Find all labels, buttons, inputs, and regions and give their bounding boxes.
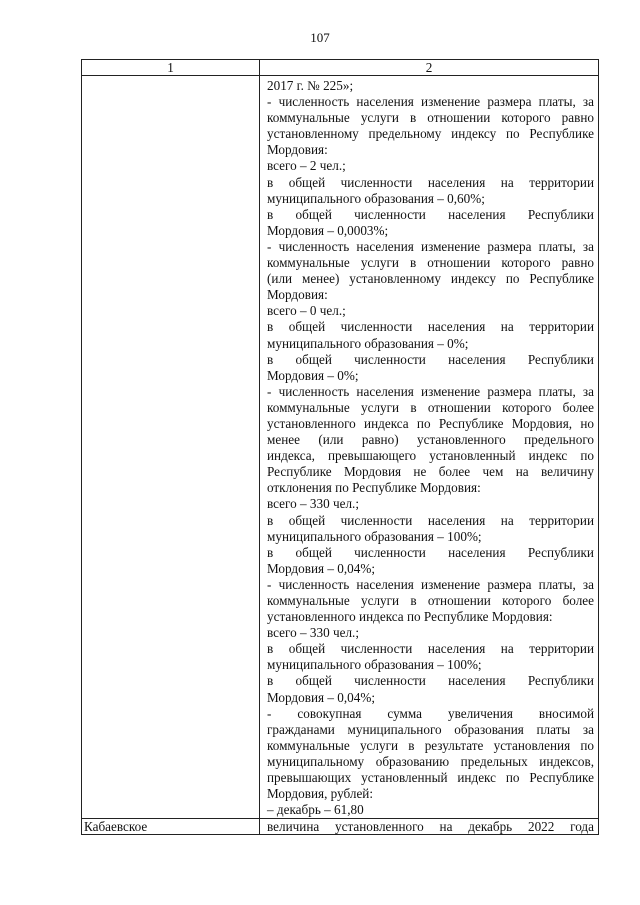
text-line: в общей численности населения на территории (267, 641, 594, 657)
column-header-2: 2 (260, 60, 599, 76)
text-line: – декабрь – 61,80 (267, 802, 364, 818)
text-line: муниципальному образованию предельных индексов, (267, 753, 594, 769)
text-line: в общей численности населения Республики (267, 673, 594, 689)
text-line: коммунальные услуги в отношении которого равно (267, 255, 594, 271)
text-line: коммунальные услуги в отношении которого более (267, 399, 594, 415)
text-line: Республике Мордовия не более чем на величину (267, 464, 594, 480)
text-line: - численность населения изменение размера платы, за (267, 576, 594, 592)
text-line: в общей численности населения Республики (267, 351, 594, 367)
text-line: установленного индекса по Республике Мордовия: (267, 609, 553, 625)
table-row-kabaevskoe (82, 819, 599, 835)
text-line: (или менее) установленному индексу по Республике (267, 271, 594, 287)
text-line: в общей численности населения Республики (267, 544, 594, 560)
text-line: коммунальные услуги в результате установления по (267, 737, 594, 753)
text-line: в общей численности населения Республики (267, 206, 594, 222)
text-line: - численность населения изменение размера платы, за (267, 238, 594, 254)
text-line: установленному предельному индексу по Республике (267, 126, 594, 142)
text-line: Мордовия – 0,04%; (267, 560, 375, 576)
table-row-continuation (82, 76, 599, 819)
text-line: Мордовия – 0%; (267, 367, 359, 383)
text-line: всего – 0 чел.; (267, 303, 346, 319)
page-number: 107 (310, 30, 330, 45)
municipality-cell-empty (82, 76, 260, 819)
table-header-row (82, 60, 599, 76)
municipality-cell: Кабаевское (82, 819, 260, 835)
text-line: установленного индекса по Республике Мордовия, но (267, 415, 594, 431)
text-line: - численность населения изменение размера платы, за (267, 94, 594, 110)
text-line: Мордовия, рублей: (267, 786, 374, 802)
text-line: всего – 330 чел.; (267, 625, 359, 641)
text-line: - численность населения изменение размера платы, за (267, 383, 594, 399)
text-line: превышающих установленный индекс по Республике (267, 770, 594, 786)
text-line: коммунальные услуги в отношении которого равно (267, 110, 594, 126)
text-line: муниципального образования – 0%; (267, 335, 469, 351)
text-line: муниципального образования – 100%; (267, 657, 482, 673)
text-line: - совокупная сумма увеличения вносимой (267, 705, 594, 721)
text-line: всего – 330 чел.; (267, 496, 359, 512)
text-line: Мордовия – 0,04%; (267, 689, 375, 705)
text-line: отклонения по Республике Мордовия: (267, 480, 481, 496)
description-cell-next: величина установленного на декабрь 2022 года (260, 819, 599, 835)
text-line: всего – 2 чел.; (267, 158, 346, 174)
description-cell (260, 76, 599, 819)
text-line: в общей численности населения на территории (267, 512, 594, 528)
text-line: коммунальные услуги в отношении которого более (267, 593, 594, 608)
text-line: в общей численности населения на территории (267, 174, 594, 190)
text-line: 2017 г. № 225»; (267, 78, 354, 93)
text-line: менее (или равно) установленного предельного (267, 432, 594, 448)
text-line: муниципального образования – 100%; (267, 528, 482, 544)
text-line: Мордовия – 0,0003%; (267, 222, 389, 238)
text-line: индекса, превышающего установленный индекс по (267, 448, 594, 464)
text-line: Мордовия: (267, 142, 328, 158)
document-table (81, 59, 599, 835)
text-line: муниципального образования – 0,60%; (267, 190, 485, 206)
text-line: в общей численности населения на территории (267, 319, 594, 335)
text-line: Мордовия: (267, 287, 328, 303)
column-header-1: 1 (82, 60, 260, 76)
text-line: гражданами муниципального образования платы за (267, 721, 594, 737)
